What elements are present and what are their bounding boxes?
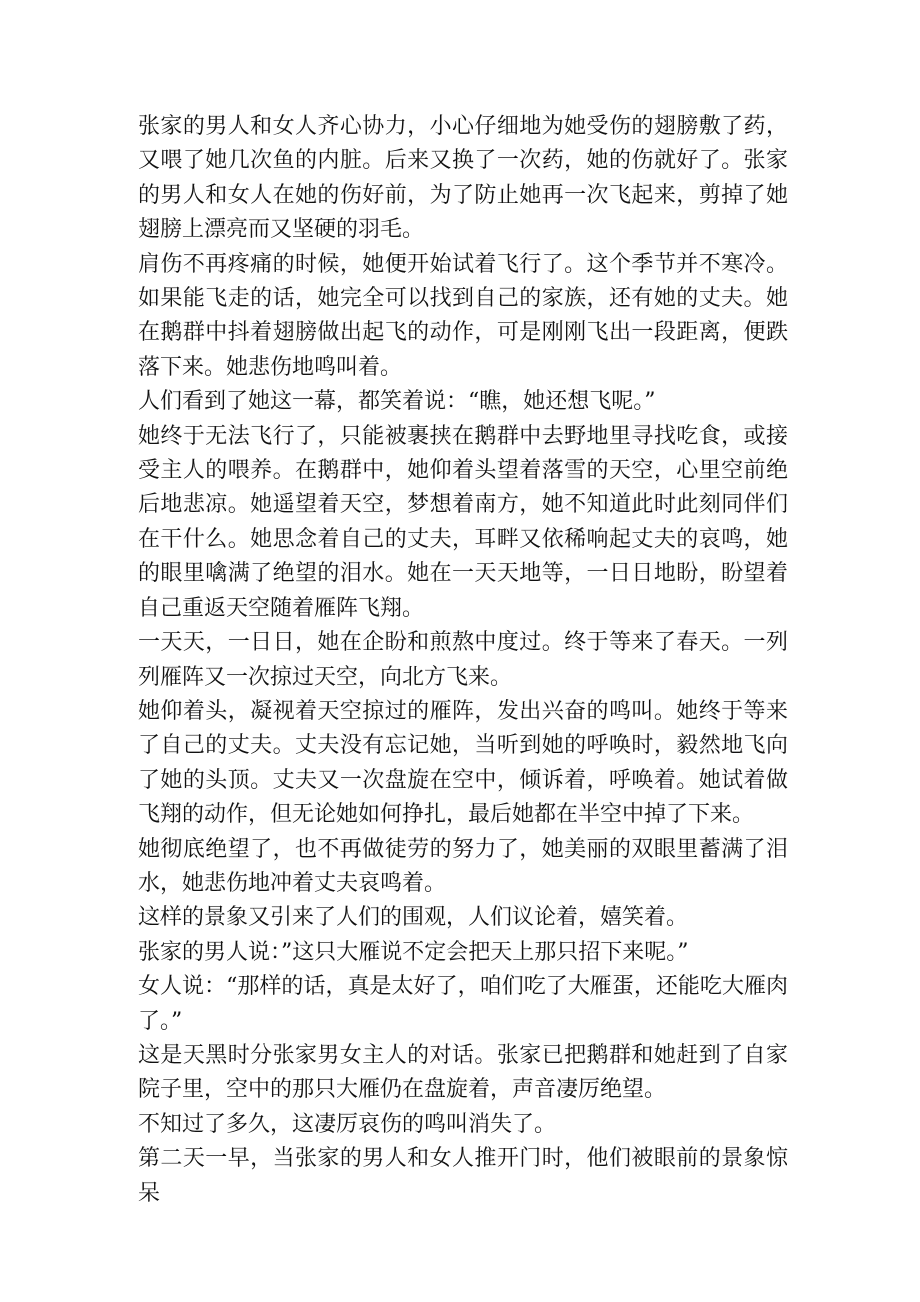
- paragraph-9: 张家的男人说：”这只大雁说不定会把天上那只招下来呢。”: [138, 939, 689, 965]
- paragraph-12: 不知过了多久，这凄厉哀伤的鸣叫消失了。: [138, 1111, 557, 1137]
- paragraph-13: 第二天一早，当张家的男人和女人推开门时，他们被眼前的景象惊呆: [138, 1146, 788, 1206]
- paragraph-1: 张家的男人和女人齐心协力，小心仔细地为她受伤的翅膀敷了药，又喂了她几次鱼的内脏。后来又换了一次药，她的伤就好了。张家的男人和女人在她的伤好前，为了防止她再一次飞起来，剪掉了她翅膀上漂亮而又坚硬的羽毛。: [138, 114, 788, 243]
- paragraph-8: 这样的景象又引来了人们的围观，人们议论着，嬉笑着。: [138, 905, 689, 931]
- paragraph-6: 她仰着头，凝视着天空掠过的雁阵，发出兴奋的鸣叫。她终于等来了自己的丈夫。丈夫没有忘记她，当听到她的呼唤时，毅然地飞向了她的头顶。丈夫又一次盘旋在空中，倾诉着，呼唤着。她试着做飞翔的动作，但无论她如何挣扎，最后她都在半空中掉了下来。: [138, 698, 788, 828]
- paragraph-11: 这是天黑时分张家男女主人的对话。张家已把鹅群和她赶到了自家院子里，空中的那只大雁仍在盘旋着，声音凄厉绝望。: [138, 1042, 788, 1103]
- paragraph-2: 肩伤不再疼痛的时候，她便开始试着飞行了。这个季节并不寒冷。如果能飞走的话，她完全可以找到自己的家族，还有她的丈夫。她在鹅群中抖着翅膀做出起飞的动作，可是刚刚飞出一段距离，便跌落下来。她悲伤地鸣叫着。: [138, 251, 788, 380]
- paragraph-3: 人们看到了她这一幕，都笑着说：“瞧，她还想飞呢。”: [138, 389, 656, 415]
- paragraph-4: 她终于无法飞行了，只能被裹挟在鹅群中去野地里寻找吃食，或接受主人的喂养。在鹅群中，她仰着头望着落雪的天空，心里空前绝后地悲凉。她遥望着天空，梦想着南方，她不知道此时此刻同伴们在干什么。她思念着自己的丈夫，耳畔又依稀响起丈夫的哀鸣，她的眼里噙满了绝望的泪水。她在一天天地等，一日日地盼，盼望着自己重返天空随着雁阵飞翔。: [138, 423, 788, 621]
- paragraph-10: 女人说：“那样的话，真是太好了，咱们吃了大雁蛋，还能吃大雁肉了。”: [138, 974, 788, 1034]
- paragraph-7: 她彻底绝望了，也不再做徒劳的努力了，她美丽的双眼里蓄满了泪水，她悲伤地冲着丈夫哀鸣着。: [138, 836, 788, 896]
- article-body: [138, 110, 788, 1211]
- paragraph-5: 一天天，一日日，她在企盼和煎熬中度过。终于等来了春天。一列列雁阵又一次掠过天空，向北方飞来。: [138, 630, 788, 690]
